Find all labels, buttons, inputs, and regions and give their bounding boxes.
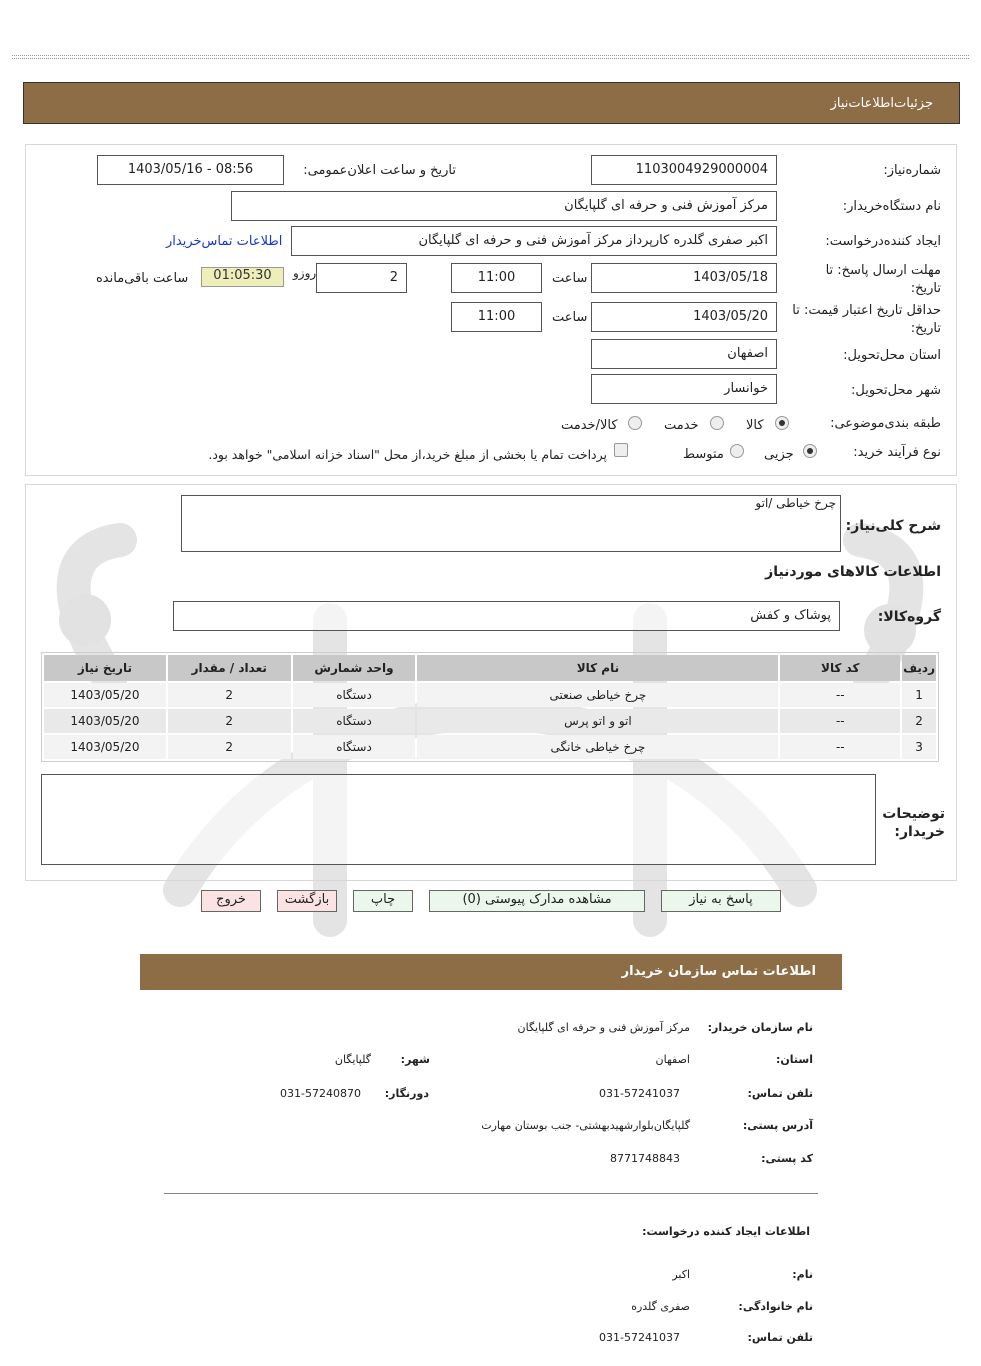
buyer-org-label: نام دستگاه‌خریدار: xyxy=(842,199,941,214)
contact-city-value: گلپایگان xyxy=(334,1053,371,1066)
header-title: جزئیات‌اطلاعات‌نیاز xyxy=(830,96,933,111)
category-radio-service[interactable] xyxy=(710,416,724,430)
goods-info-title: اطلاعات کالاهای موردنیاز xyxy=(765,564,941,580)
buyer-notes-label-line2: خریدار: xyxy=(894,824,945,840)
cell-goods-code: -- xyxy=(780,709,900,733)
contact-province-label: استان: xyxy=(776,1053,813,1066)
attachments-button[interactable]: مشاهده مدارک پیوستی (0) xyxy=(429,890,645,912)
cell-row-number: 1 xyxy=(902,683,936,707)
process-option-medium: متوسط xyxy=(683,447,724,462)
summary-text: چرخ خیاطی /اتو xyxy=(755,496,836,510)
items-table-frame xyxy=(41,652,939,762)
requester-name-value: اکبر xyxy=(672,1268,690,1281)
table-row xyxy=(44,709,936,733)
col-unit: واحد شمارش xyxy=(293,655,416,681)
need-number-label: شماره‌نیاز: xyxy=(883,163,941,178)
reply-button[interactable]: پاسخ به نیاز xyxy=(661,890,781,912)
delivery-province-label: استان محل‌تحویل: xyxy=(843,348,941,363)
category-option-goods: کالا xyxy=(746,418,764,433)
cell-row-number: 3 xyxy=(902,735,936,759)
contact-fax-value: 031-57240870 xyxy=(280,1087,361,1100)
validity-label-line2: تاریخ: xyxy=(910,321,941,336)
buyer-org-field: مرکز آموزش فنی و حرفه ای گلپایگان xyxy=(231,191,777,221)
need-number-field: 1103004929000004 xyxy=(591,155,777,185)
buyer-contact-header xyxy=(140,954,842,990)
announce-date-label: تاریخ و ساعت اعلان‌عمومی: xyxy=(303,163,456,178)
validity-label xyxy=(792,302,941,338)
category-option-service: خدمت xyxy=(664,418,699,433)
contact-divider xyxy=(164,1193,818,1194)
cell-quantity: 2 xyxy=(168,683,291,707)
creator-field: اکبر صفری گلدره کارپرداز مرکز آموزش فنی و حرفه ای گلپایگان xyxy=(291,226,777,256)
cell-row-number: 2 xyxy=(902,709,936,733)
goods-group-label: گروه‌کالا: xyxy=(877,609,941,625)
process-label: نوع فرآیند خرید: xyxy=(853,445,941,460)
process-radio-medium[interactable] xyxy=(730,444,744,458)
buyer-notes-label-line1: توضیحات xyxy=(882,806,945,822)
contact-phone-label: تلفن تماس: xyxy=(747,1087,813,1100)
validity-time-field: 11:00 xyxy=(451,302,542,332)
org-name-value: مرکز آموزش فنی و حرفه ای گلپایگان xyxy=(517,1021,690,1034)
buyer-contact-title: اطلاعات تماس سازمان خریدار xyxy=(621,964,816,979)
deadline-label xyxy=(826,262,941,298)
table-row xyxy=(44,683,936,707)
cell-unit: دستگاه xyxy=(293,735,416,759)
category-radio-goods-service[interactable] xyxy=(628,416,642,430)
category-option-goods-service: کالا/خدمت xyxy=(561,418,618,433)
col-need-date: تاریخ نیاز xyxy=(44,655,166,681)
contact-address-value: گلپایگان‌بلوارشهیدبهشتی- جنب بوستان مهارت xyxy=(481,1119,690,1132)
org-name-label: نام سازمان خریدار: xyxy=(707,1021,813,1034)
contact-address-label: آدرس پستی: xyxy=(742,1119,813,1132)
buyer-notes-label xyxy=(882,805,945,841)
exit-button[interactable]: خروج xyxy=(201,890,261,912)
validity-time-label: ساعت xyxy=(552,310,588,325)
cell-unit: دستگاه xyxy=(293,709,416,733)
cell-goods-name: چرخ خیاطی صنعتی xyxy=(417,683,778,707)
remaining-label: ساعت باقی‌مانده xyxy=(96,271,189,286)
contact-city-label: شهر: xyxy=(400,1053,430,1066)
cell-need-date: 1403/05/20 xyxy=(44,683,166,707)
treasury-payment-note: پرداخت تمام یا بخشی از مبلغ خرید،از محل "اسناد خزانه اسلامی" خواهد بود. xyxy=(208,447,607,462)
goods-group-field: پوشاک و کفش xyxy=(173,601,840,631)
days-field: 2 xyxy=(316,263,407,293)
items-table-header xyxy=(44,655,936,681)
cell-quantity: 2 xyxy=(168,735,291,759)
print-button[interactable]: چاپ xyxy=(353,890,413,912)
back-button[interactable]: بازگشت xyxy=(277,890,337,912)
category-radio-goods[interactable] xyxy=(775,416,789,430)
delivery-city-field: خوانسار xyxy=(591,374,777,404)
process-radio-minor[interactable] xyxy=(803,444,817,458)
cell-goods-name: چرخ خیاطی خانگی xyxy=(417,735,778,759)
delivery-province-field: اصفهان xyxy=(591,339,777,369)
buyer-contact-link[interactable]: اطلاعات تماس‌خریدار xyxy=(166,234,283,249)
col-quantity: تعداد / مقدار xyxy=(168,655,291,681)
deadline-label-line1: مهلت ارسال پاسخ: تا xyxy=(825,263,941,278)
delivery-city-label: شهر محل‌تحویل: xyxy=(851,383,941,398)
contact-postal-label: کد پستی: xyxy=(761,1152,813,1165)
cell-need-date: 1403/05/20 xyxy=(44,735,166,759)
requester-family-label: نام خانوادگی: xyxy=(738,1300,813,1313)
requester-title: اطلاعات ایجاد کننده درخواست: xyxy=(642,1225,810,1238)
validity-label-line1: حداقل تاریخ اعتبار قیمت: تا xyxy=(792,303,941,318)
requester-family-value: صفری گلدره xyxy=(631,1300,690,1313)
announce-date-field: 1403/05/16 - 08:56 xyxy=(97,155,284,185)
requester-name-label: نام: xyxy=(792,1268,813,1281)
creator-label: ایجاد کننده‌درخواست: xyxy=(825,234,941,249)
cell-goods-name: اتو و اتو پرس xyxy=(417,709,778,733)
deadline-date-field: 1403/05/18 xyxy=(591,263,777,293)
remaining-timer: 01:05:30 xyxy=(201,267,284,287)
validity-date-field: 1403/05/20 xyxy=(591,302,777,332)
cell-quantity: 2 xyxy=(168,709,291,733)
process-option-minor: جزیی xyxy=(764,447,794,462)
cell-goods-code: -- xyxy=(780,735,900,759)
col-goods-code: کد کالا xyxy=(780,655,900,681)
deadline-time-field: 11:00 xyxy=(451,263,542,293)
table-row xyxy=(44,735,936,759)
deadline-time-label: ساعت xyxy=(552,271,588,286)
buyer-notes-box xyxy=(41,774,876,865)
contact-province-value: اصفهان xyxy=(655,1053,690,1066)
days-label: روزو xyxy=(293,266,317,280)
requester-phone-value: 031-57241037 xyxy=(599,1331,680,1344)
category-label: طبقه بندی‌موضوعی: xyxy=(830,416,941,431)
summary-label: شرح کلی‌نیاز: xyxy=(845,518,941,534)
treasury-payment-checkbox[interactable] xyxy=(614,443,628,457)
deadline-label-line2: تاریخ: xyxy=(910,281,941,296)
cell-goods-code: -- xyxy=(780,683,900,707)
col-row-number: ردیف xyxy=(902,655,936,681)
top-divider xyxy=(12,55,969,59)
items-table xyxy=(42,653,938,761)
cell-unit: دستگاه xyxy=(293,683,416,707)
contact-fax-label: دورنگار: xyxy=(384,1087,429,1100)
requester-phone-label: تلفن تماس: xyxy=(747,1331,813,1344)
need-details-header xyxy=(23,82,960,124)
summary-textarea xyxy=(181,495,841,552)
cell-need-date: 1403/05/20 xyxy=(44,709,166,733)
contact-phone-value: 031-57241037 xyxy=(599,1087,680,1100)
col-goods-name: نام کالا xyxy=(417,655,778,681)
contact-postal-value: 8771748843 xyxy=(610,1152,680,1165)
